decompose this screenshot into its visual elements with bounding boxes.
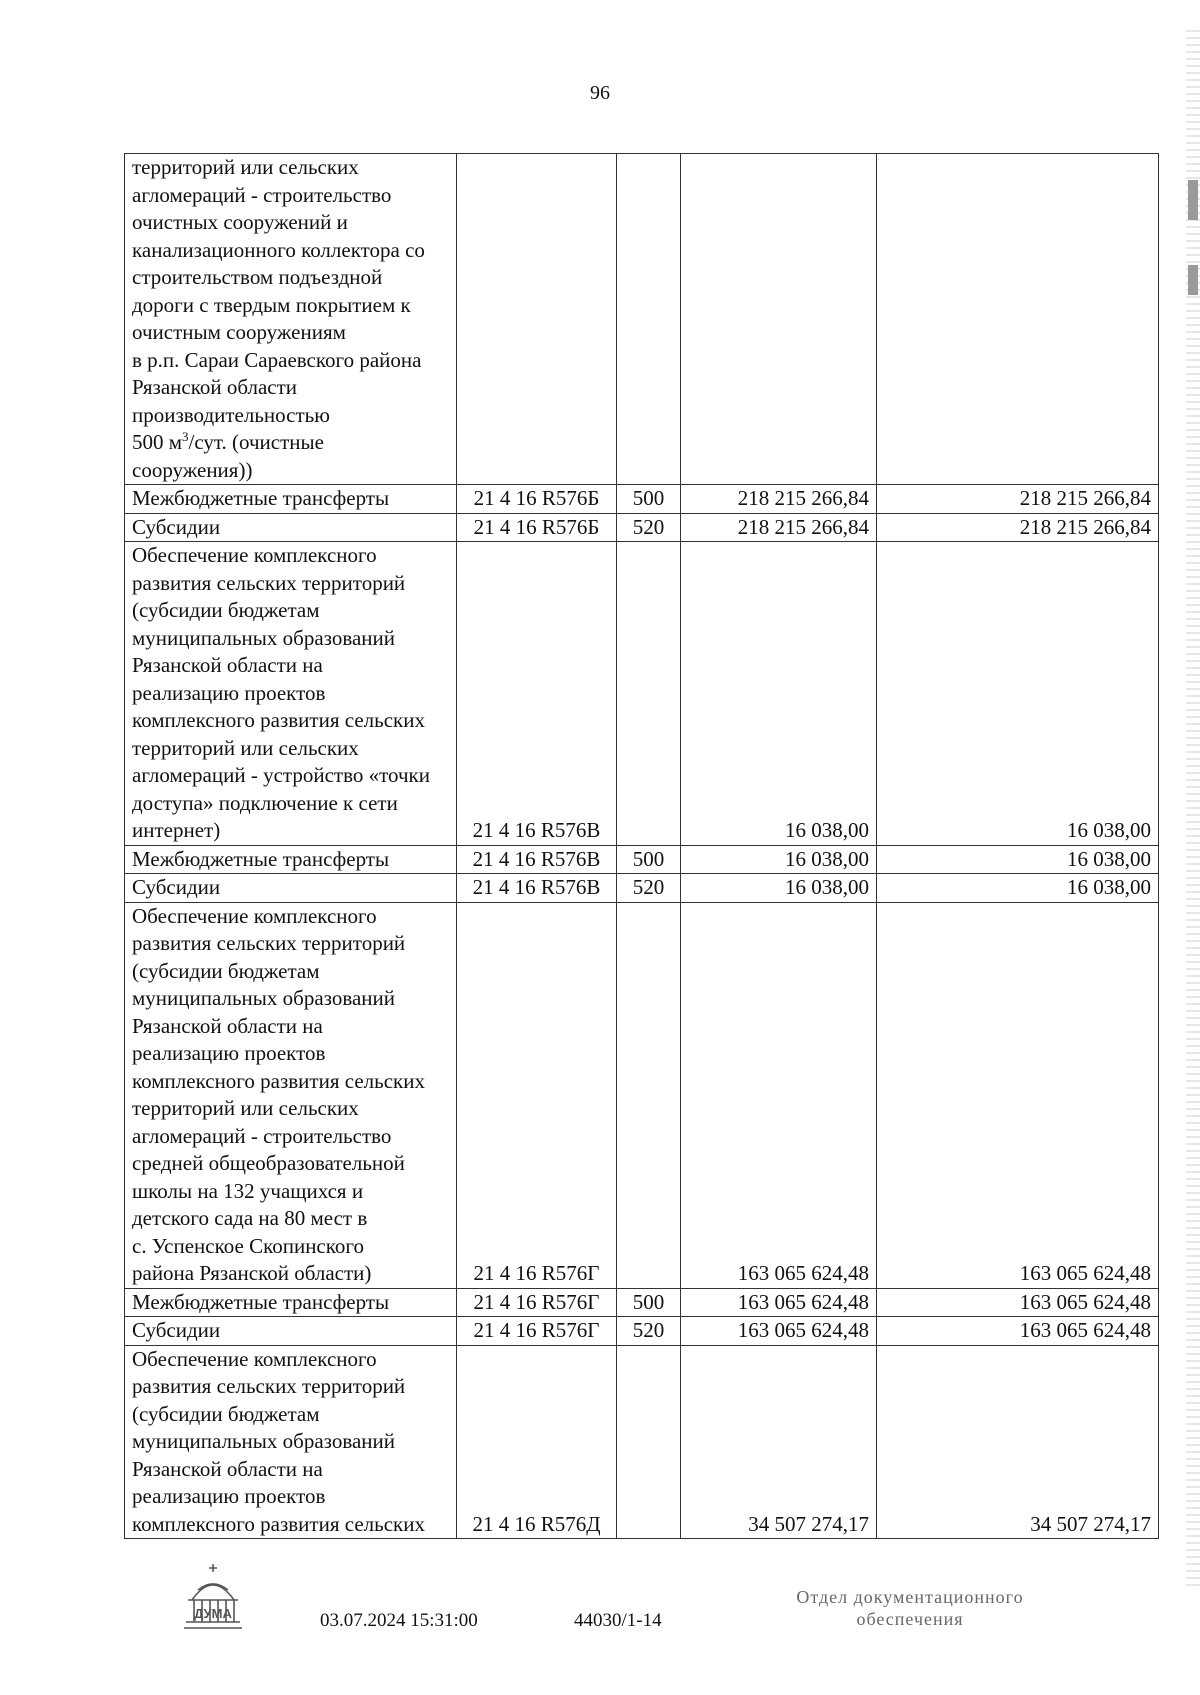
row-description: Межбюджетные трансферты [125,485,457,514]
row-description: Обеспечение комплексного развития сельских территорий (субсидии бюджетам муниципальных образований Рязанской области на реализацию проектов комплексного развития сельских [125,1345,457,1539]
row-description: территорий или сельских агломераций - строительство очистных сооружений и канализационного коллектора со строительством подъездной дороги с твердым покрытием к очистным сооружениям в р.п. Сараи Сараевского района Рязанской области производительностью 500 $м^3$/сут. (очистные сооружения)) [125,154,457,485]
row-code: 21 4 16 R576Г [457,902,617,1288]
row-sum-2: 16 038,00 [877,542,1159,846]
scan-mark [1188,180,1198,220]
row-expense-type [617,1345,681,1539]
row-code: 21 4 16 R576Б [457,485,617,514]
page-number: 96 [590,82,610,104]
row-description: Субсидии [125,513,457,542]
budget-table [124,153,1159,1539]
table-row [125,485,1159,514]
table-row [125,874,1159,903]
row-sum-2: 34 507 274,17 [877,1345,1159,1539]
table-row [125,845,1159,874]
scan-mark [1188,265,1198,295]
row-description: Обеспечение комплексного развития сельских территорий (субсидии бюджетам муниципальных образований Рязанской области на реализацию проектов комплексного развития сельских территорий или сельских агломераций - устройство «точки доступа» подключение к сети интернет) [125,542,457,846]
row-code: 21 4 16 R576Б [457,513,617,542]
table-row [125,1288,1159,1317]
row-description: Субсидии [125,1317,457,1346]
row-code: 21 4 16 R576В [457,845,617,874]
row-sum-2 [877,154,1159,485]
table-row [125,542,1159,846]
row-code: 21 4 16 R576Д [457,1345,617,1539]
row-expense-type: 520 [617,874,681,903]
row-sum-1 [681,154,877,485]
table-row [125,1317,1159,1346]
row-description: Межбюджетные трансферты [125,1288,457,1317]
row-description: Субсидии [125,874,457,903]
logo-text: ДУМА [194,1606,232,1621]
row-sum-1: 16 038,00 [681,542,877,846]
footer-date: 03.07.2024 15:31:00 [320,1610,478,1631]
row-sum-2: 163 065 624,48 [877,1317,1159,1346]
row-expense-type [617,902,681,1288]
row-code: 21 4 16 R576Г [457,1288,617,1317]
row-expense-type [617,154,681,485]
department-stamp [760,1586,1060,1630]
row-expense-type: 520 [617,1317,681,1346]
row-sum-1: 218 215 266,84 [681,513,877,542]
row-sum-1: 218 215 266,84 [681,485,877,514]
row-sum-2: 163 065 624,48 [877,1288,1159,1317]
row-expense-type: 500 [617,485,681,514]
row-sum-1: 16 038,00 [681,874,877,903]
row-code [457,154,617,485]
row-sum-1: 34 507 274,17 [681,1345,877,1539]
table-row [125,513,1159,542]
row-expense-type: 520 [617,513,681,542]
row-expense-type: 500 [617,845,681,874]
row-sum-1: 163 065 624,48 [681,1317,877,1346]
footer-registration-number: 44030/1-14 [574,1610,662,1631]
row-sum-2: 163 065 624,48 [877,902,1159,1288]
row-sum-1: 163 065 624,48 [681,1288,877,1317]
row-code: 21 4 16 R576В [457,542,617,846]
table-row [125,154,1159,485]
row-code: 21 4 16 R576В [457,874,617,903]
table-row [125,902,1159,1288]
row-description: Обеспечение комплексного развития сельских территорий (субсидии бюджетам муниципальных образований Рязанской области на реализацию проектов комплексного развития сельских территорий или сельских агломераций - строительство средней общеобразовательной школы на 132 учащихся и детского сада на 80 мест в с. Успенское Скопинского района Рязанской области) [125,902,457,1288]
scan-edge-strip [1186,30,1200,1590]
row-expense-type: 500 [617,1288,681,1317]
row-sum-1: 163 065 624,48 [681,902,877,1288]
duma-logo-icon [178,1560,248,1638]
stamp-line-1: Отдел документационного [796,1587,1024,1607]
row-sum-2: 16 038,00 [877,845,1159,874]
row-sum-2: 218 215 266,84 [877,485,1159,514]
row-code: 21 4 16 R576Г [457,1317,617,1346]
row-sum-2: 16 038,00 [877,874,1159,903]
row-description: Межбюджетные трансферты [125,845,457,874]
row-sum-1: 16 038,00 [681,845,877,874]
row-expense-type [617,542,681,846]
row-sum-2: 218 215 266,84 [877,513,1159,542]
table-row [125,1345,1159,1539]
stamp-line-2: обеспечения [856,1609,964,1629]
